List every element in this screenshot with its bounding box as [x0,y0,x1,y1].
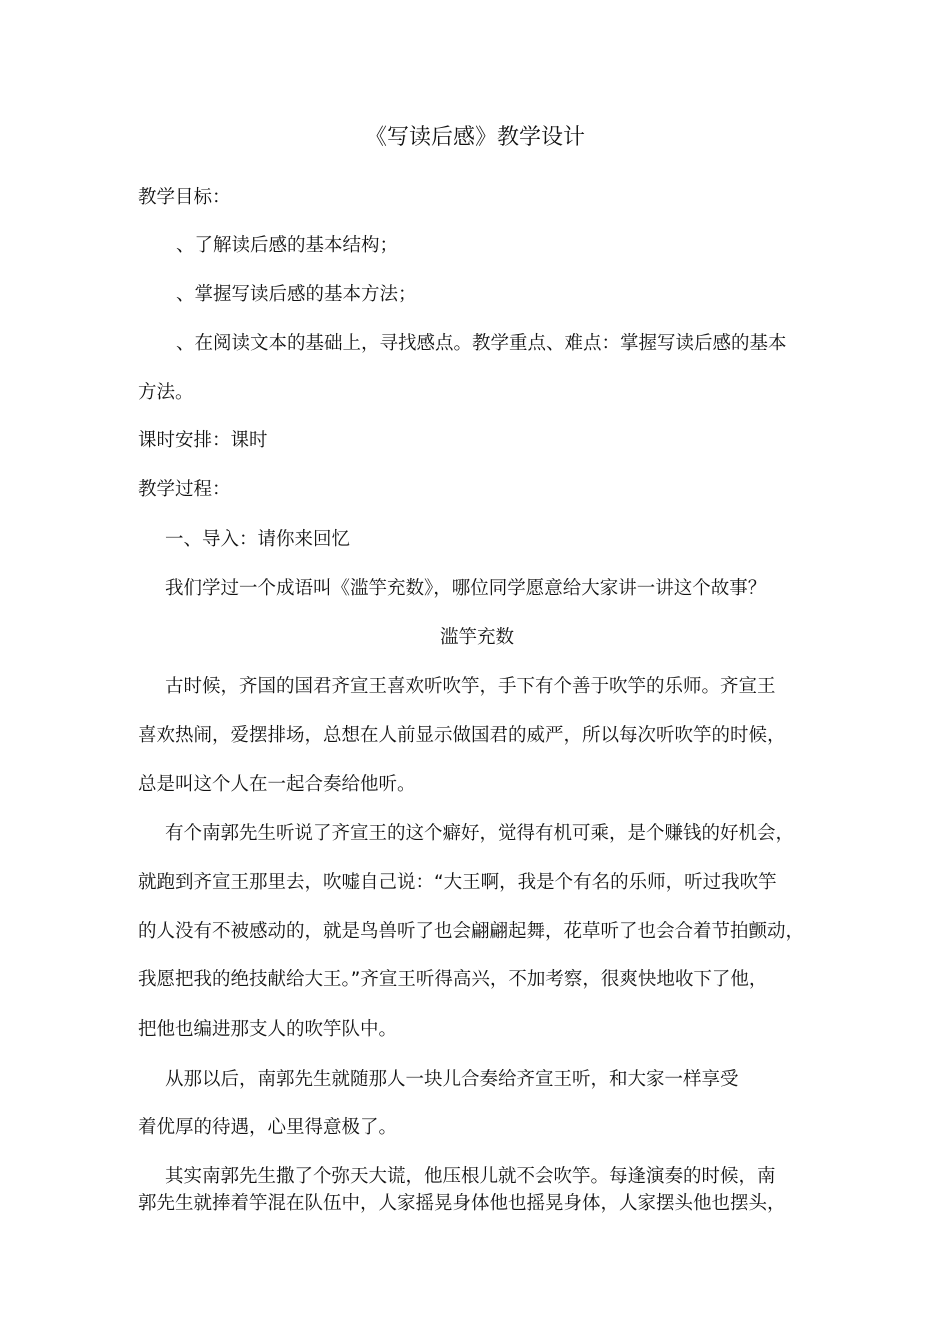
objective-item-1: 、了解读后感的基本结构； [176,235,399,256]
story-line: 的人没有不被感动的，就是鸟兽听了也会翩翩起舞，花草听了也会合着节拍颤动， [138,921,805,942]
objective-item-3: 、在阅读文本的基础上，寻找感点。教学重点、难点：掌握写读后感的基本 [176,333,787,354]
story-line: 有个南郭先生听说了齐宣王的这个癖好，觉得有机可乘，是个赚钱的好机会， [165,823,795,844]
objective-item-3-continued: 方法。 [138,382,194,403]
story-line: 总是叫这个人在一起合奏给他听。 [138,774,416,795]
class-schedule: 课时安排：课时 [138,430,268,451]
document-title: 《写读后感》教学设计 [364,125,585,150]
section-heading-intro: 一、导入：请你来回忆 [165,529,351,550]
story-title: 滥竽充数 [439,627,514,648]
story-line: 着优厚的待遇，心里得意极了。 [138,1117,398,1138]
objectives-heading: 教学目标： [138,187,231,208]
intro-paragraph: 我们学过一个成语叫《滥竽充数》，哪位同学愿意给大家讲一讲这个故事？ [165,578,767,599]
story-line: 我愿把我的绝技献给大王。”齐宣王听得高兴，不加考察，很爽快地收下了他， [138,969,768,990]
process-heading: 教学过程： [138,479,231,500]
story-line: 郭先生就捧着竽混在队伍中，人家摇晃身体他也摇晃身体，人家摆头他也摆头， [138,1193,786,1214]
story-line: 把他也编进那支人的吹竽队中。 [138,1019,398,1040]
story-line: 喜欢热闹，爱摆排场，总想在人前显示做国君的威严，所以每次听吹竽的时候， [138,725,786,746]
story-line: 就跑到齐宣王那里去，吹嘘自己说：“大王啊，我是个有名的乐师，听过我吹竽 [138,872,777,893]
story-line: 古时候，齐国的国君齐宣王喜欢听吹竽，手下有个善于吹竽的乐师。齐宣王 [165,676,776,697]
objective-item-2: 、掌握写读后感的基本方法； [176,284,417,305]
story-line: 其实南郭先生撒了个弥天大谎，他压根儿就不会吹竽。每逢演奏的时候，南 [165,1166,776,1187]
story-line: 从那以后，南郭先生就随那人一块儿合奏给齐宣王听，和大家一样享受 [165,1069,739,1090]
